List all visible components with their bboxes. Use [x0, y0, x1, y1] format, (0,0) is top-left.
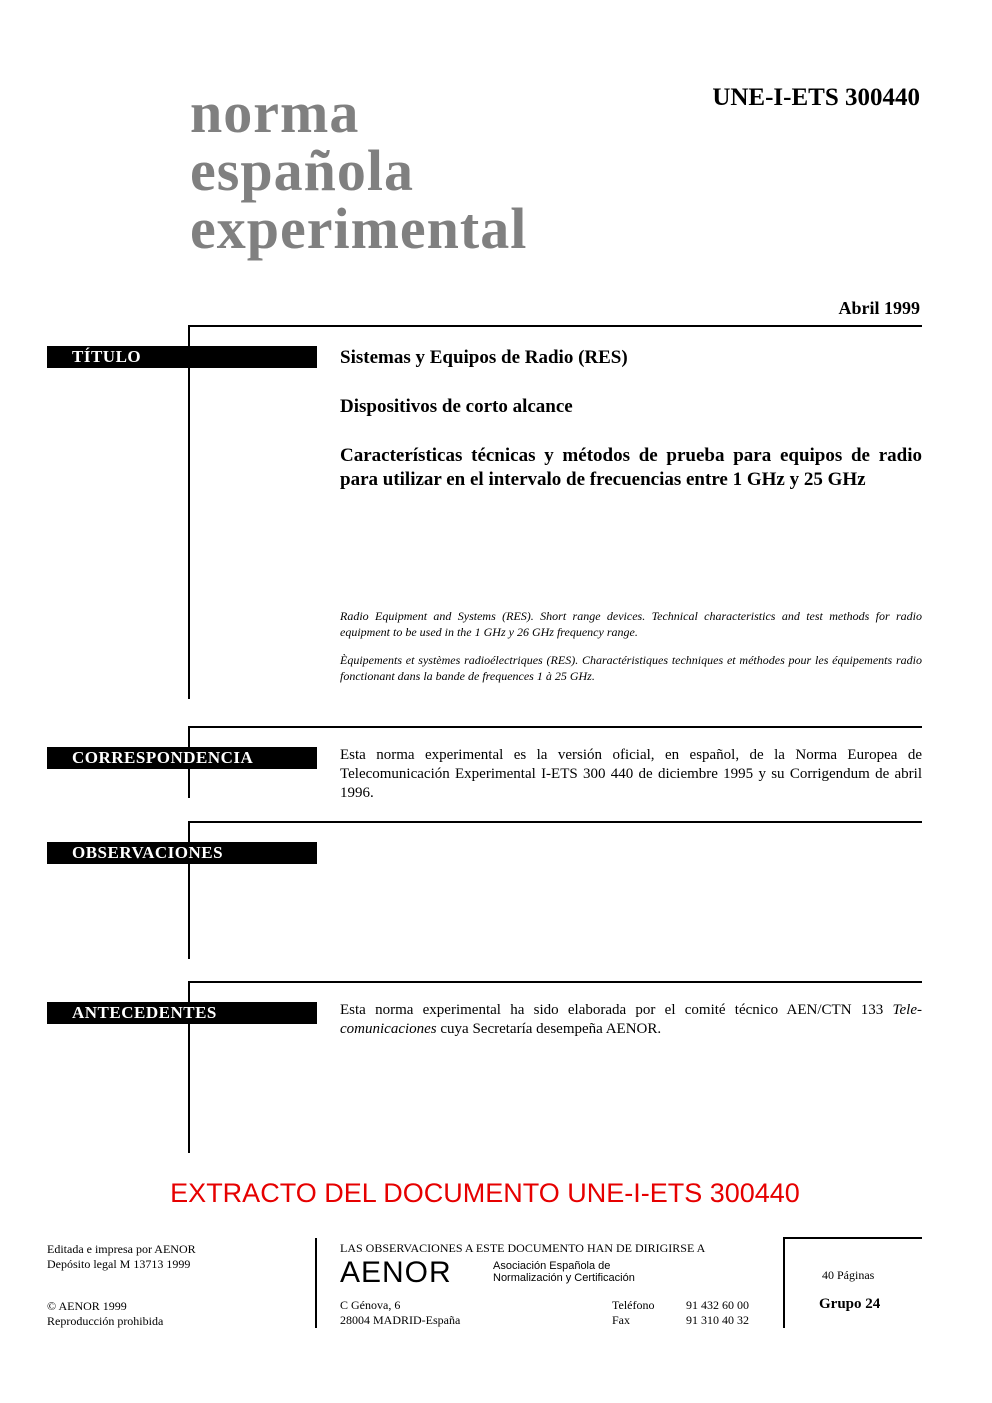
title-line: Características técnicas y métodos de prueba para equipos de radio para utilizar en el intervalo de frecuencias entre 1 GHz y 25 GHz — [340, 445, 922, 490]
org-line: Asociación Española de — [493, 1260, 611, 1272]
address-line: C Génova, 6 — [340, 1298, 401, 1312]
divider — [315, 1238, 317, 1328]
section-label-antecedentes: ANTECEDENTES — [47, 1002, 317, 1024]
footer-contact-values — [686, 1298, 749, 1328]
brand-line: experimental — [190, 196, 528, 261]
correspondencia-text: Esta norma experimental es la versión oficial, en español, de la Norma Europea de Telecomunicación Experimental I-ETS 300 440 de diciembre 1995 y su Corrigendum de abril 1996. — [340, 747, 922, 801]
page-count: 40 Páginas — [822, 1268, 875, 1282]
org-line: Normalización y Certificación — [493, 1272, 635, 1284]
alternate-titles — [340, 608, 922, 696]
section-label-observaciones: OBSERVACIONES — [47, 842, 317, 864]
aenor-org-name — [493, 1260, 635, 1284]
fax-number: 91 310 40 32 — [686, 1313, 749, 1327]
antecedentes-committee: Tele-comunicaciones — [340, 1002, 922, 1037]
brand-line: española — [190, 138, 414, 203]
divider — [188, 325, 922, 327]
brand-title — [190, 80, 528, 261]
footer-left — [47, 1242, 196, 1329]
phone-number: 91 432 60 00 — [686, 1298, 749, 1312]
footer-edition: Editada e impresa por AENOR — [47, 1242, 196, 1256]
address-line: 28004 MADRID-España — [340, 1313, 461, 1327]
price-group: Grupo 24 — [819, 1296, 881, 1312]
phone-label: Teléfono — [612, 1298, 655, 1312]
divider — [783, 1237, 785, 1328]
brand-line: norma — [190, 80, 360, 145]
footer-address — [340, 1298, 460, 1328]
divider — [188, 325, 190, 699]
section-label-titulo: TÍTULO — [47, 346, 317, 368]
antecedentes-text-part: cuya Secretaría desempeña AENOR. — [436, 1021, 662, 1037]
footer-notice: LAS OBSERVACIONES A ESTE DOCUMENTO HAN DE DIRIGIRSE A — [340, 1241, 706, 1255]
document-code: UNE-I-ETS 300440 — [712, 84, 920, 111]
french-title: Èquipements et systèmes radioélectriques (RES). Charactéristiques techniques et méthodes pour les équipements radio fonctionant dans la bande de frequences 1 à 25 GHz. — [340, 653, 922, 683]
english-title: Radio Equipment and Systems (RES). Short range devices. Technical characteristics and test methods for radio equipment to be used in the 1 GHz y 26 GHz frequency range. — [340, 609, 922, 639]
extract-notice: EXTRACTO DEL DOCUMENTO UNE-I-ETS 300440 — [170, 1178, 800, 1208]
title-line: Dispositivos de corto alcance — [340, 396, 573, 417]
divider — [188, 981, 922, 983]
divider — [783, 1237, 922, 1239]
footer-contact-labels — [612, 1298, 654, 1328]
footer-reproduction: Reproducción prohibida — [47, 1314, 164, 1328]
antecedentes-text — [340, 1001, 922, 1039]
document-date: Abril 1999 — [838, 298, 920, 318]
divider — [188, 821, 922, 823]
title-block — [340, 346, 922, 517]
antecedentes-text-part: Esta norma experimental ha sido elaborada por el comité técnico AEN/CTN 133 — [340, 1002, 893, 1018]
title-line: Sistemas y Equipos de Radio (RES) — [340, 347, 628, 368]
footer-deposit: Depósito legal M 13713 1999 — [47, 1257, 191, 1271]
fax-label: Fax — [612, 1313, 630, 1327]
footer-copyright: © AENOR 1999 — [47, 1299, 127, 1313]
section-label-correspondencia: CORRESPONDENCIA — [47, 747, 317, 769]
aenor-logo: AENOR — [340, 1256, 452, 1289]
divider — [188, 726, 922, 728]
